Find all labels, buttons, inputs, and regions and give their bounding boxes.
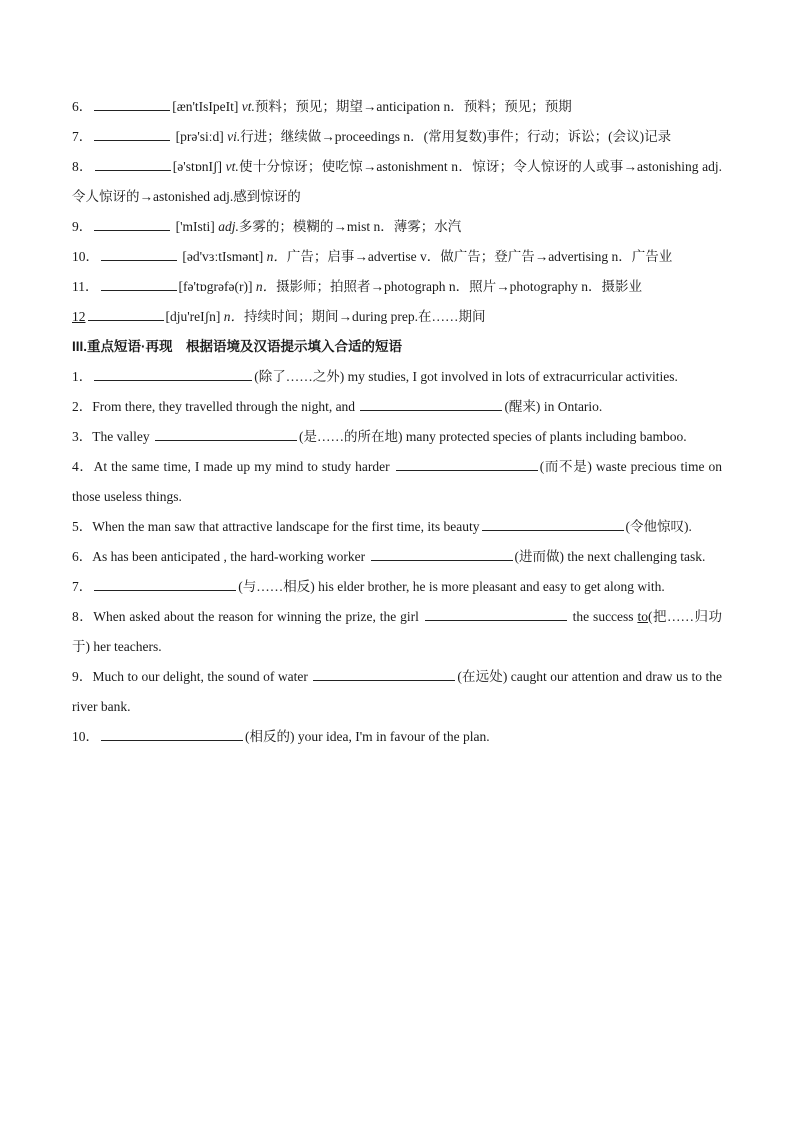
definition: 多雾的；模糊的→mist n．薄雾；水汽 bbox=[238, 219, 462, 234]
answer-blank[interactable] bbox=[313, 668, 455, 681]
sentence-text: in Ontario. bbox=[540, 399, 603, 414]
definition: 行进；继续做→proceedings n．(常用复数)事件；行动；诉讼；(会议)记录 bbox=[240, 129, 672, 144]
sentence-text: (把……归功于) her teachers. bbox=[72, 609, 722, 654]
vocab-item-6 bbox=[72, 92, 722, 122]
chinese-hint: (相反的) bbox=[245, 729, 295, 744]
sentence-text: . bbox=[688, 519, 692, 534]
item-number: 4． bbox=[72, 459, 94, 474]
definition: 摄影师；拍照者→photograph n．照片→photography n．摄影业 bbox=[276, 279, 643, 294]
answer-blank[interactable] bbox=[482, 518, 624, 531]
sentence-text: the success bbox=[568, 609, 638, 624]
sentence-text: Much to our delight, the sound of water bbox=[92, 669, 312, 684]
vocab-item-11 bbox=[72, 272, 722, 302]
part-of-speech: vi. bbox=[227, 129, 241, 144]
sentence-text: At the same time, I made up my mind to study harder bbox=[93, 459, 394, 474]
sentence-text: As has been anticipated , the hard-working worker bbox=[92, 549, 369, 564]
vocab-item-8 bbox=[72, 152, 722, 212]
item-number: 6． bbox=[72, 99, 93, 114]
vocab-item-12 bbox=[72, 302, 722, 332]
part-of-speech: vt. bbox=[241, 99, 255, 114]
definition: 预料；预见；期望→anticipation n．预料；预见；预期 bbox=[254, 99, 572, 114]
answer-blank[interactable] bbox=[101, 278, 177, 291]
item-number: 10． bbox=[72, 249, 99, 264]
chinese-hint: (在远处) bbox=[457, 669, 508, 684]
sentence-text: many protected species of plants including bamboo. bbox=[402, 429, 687, 444]
vocab-item-7 bbox=[72, 122, 722, 152]
sentence-text: his elder brother, he is more pleasant and easy to get along with. bbox=[314, 579, 665, 594]
phrase-item-5 bbox=[72, 512, 722, 542]
answer-blank[interactable] bbox=[101, 248, 177, 261]
item-number: 11． bbox=[72, 279, 99, 294]
phrase-item-10 bbox=[72, 722, 722, 752]
item-number: 5． bbox=[72, 519, 93, 534]
answer-blank[interactable] bbox=[425, 608, 567, 621]
underlined-word: to bbox=[637, 609, 648, 624]
answer-blank[interactable] bbox=[95, 158, 171, 171]
part-of-speech: n． bbox=[223, 309, 245, 324]
item-number: 12 bbox=[72, 309, 86, 324]
answer-blank[interactable] bbox=[371, 548, 513, 561]
sentence-text: When asked about the reason for winning the prize, the girl bbox=[93, 609, 423, 624]
part-of-speech: adj. bbox=[218, 219, 239, 234]
answer-blank[interactable] bbox=[396, 458, 538, 471]
chinese-hint: (进而做) bbox=[514, 549, 565, 564]
part-of-speech: vt. bbox=[225, 159, 239, 174]
chinese-hint: (醒来) bbox=[504, 399, 541, 414]
sentence-text: your idea, I'm in favour of the plan. bbox=[294, 729, 490, 744]
phrase-item-4 bbox=[72, 452, 722, 512]
item-number: 2． bbox=[72, 399, 93, 414]
chinese-hint: (是……的所在地) bbox=[298, 429, 403, 444]
phrase-item-9 bbox=[72, 662, 722, 722]
vocab-item-9 bbox=[72, 212, 722, 242]
item-number: 7． bbox=[72, 129, 93, 144]
sentence-text: When the man saw that attractive landscape for the first time, its beauty bbox=[92, 519, 480, 534]
chinese-hint: (令他惊叹) bbox=[625, 519, 689, 534]
sentence-text: the next challenging task. bbox=[564, 549, 706, 564]
sentence-text: caught our attention and draw us to the river bank. bbox=[72, 669, 722, 714]
phonetic: [əd'vɜːtIsmənt] bbox=[182, 249, 264, 264]
item-number: 7． bbox=[72, 579, 93, 594]
answer-blank[interactable] bbox=[94, 128, 170, 141]
answer-blank[interactable] bbox=[94, 578, 236, 591]
phrase-item-1 bbox=[72, 362, 722, 392]
phonetic: ['mIsti] bbox=[175, 219, 215, 234]
part-of-speech: n． bbox=[255, 279, 277, 294]
phonetic: [fə'tɒgrəfə(r)] bbox=[178, 279, 253, 294]
item-number: 3． bbox=[72, 429, 93, 444]
phrase-item-2 bbox=[72, 392, 722, 422]
phrase-item-6 bbox=[72, 542, 722, 572]
phonetic: [prə'siːd] bbox=[175, 129, 224, 144]
worksheet-page bbox=[72, 92, 722, 752]
definition: 持续时间；期间→during prep.在……期间 bbox=[244, 309, 486, 324]
phrase-item-3 bbox=[72, 422, 722, 452]
answer-blank[interactable] bbox=[94, 218, 170, 231]
answer-blank[interactable] bbox=[94, 368, 252, 381]
vocab-item-10 bbox=[72, 242, 722, 272]
chinese-hint: (除了……之外) bbox=[254, 369, 345, 384]
item-number: 1． bbox=[72, 369, 93, 384]
phonetic: [ə'stɒnIʃ] bbox=[172, 159, 223, 174]
phrase-item-8 bbox=[72, 602, 722, 662]
item-number: 10． bbox=[72, 729, 99, 744]
phrase-item-7 bbox=[72, 572, 722, 602]
sentence-text: The valley bbox=[92, 429, 153, 444]
section-title: III.重点短语·再现 根据语境及汉语提示填入合适的短语 bbox=[72, 339, 402, 354]
item-number: 8． bbox=[72, 159, 93, 174]
answer-blank[interactable] bbox=[101, 728, 243, 741]
item-number: 8． bbox=[72, 609, 94, 624]
part-of-speech: n． bbox=[266, 249, 287, 264]
item-number: 9． bbox=[72, 219, 93, 234]
phonetic: [æn'tIsIpeIt] bbox=[172, 99, 239, 114]
definition: 广告；启事→advertise v．做广告；登广告→advertising n．广告业 bbox=[286, 249, 673, 264]
sentence-text: my studies, I got involved in lots of extracurricular activities. bbox=[344, 369, 678, 384]
phonetic: [dju'reIʃn] bbox=[165, 309, 221, 324]
answer-blank[interactable] bbox=[94, 98, 170, 111]
answer-blank[interactable] bbox=[155, 428, 297, 441]
chinese-hint: (与……相反) bbox=[238, 579, 315, 594]
item-number: 6． bbox=[72, 549, 93, 564]
sentence-text: From there, they travelled through the night, and bbox=[92, 399, 359, 414]
sentence-text: waste precious time on those useless things. bbox=[72, 459, 722, 504]
answer-blank[interactable] bbox=[88, 308, 164, 321]
chinese-hint: (而不是) bbox=[539, 459, 592, 474]
answer-blank[interactable] bbox=[360, 398, 502, 411]
item-number: 9． bbox=[72, 669, 93, 684]
definition: 使十分惊讶；使吃惊→astonishment n．惊讶；令人惊讶的人或事→astonishing adj.令人惊讶的→astonished adj.感到惊讶的 bbox=[72, 159, 722, 204]
